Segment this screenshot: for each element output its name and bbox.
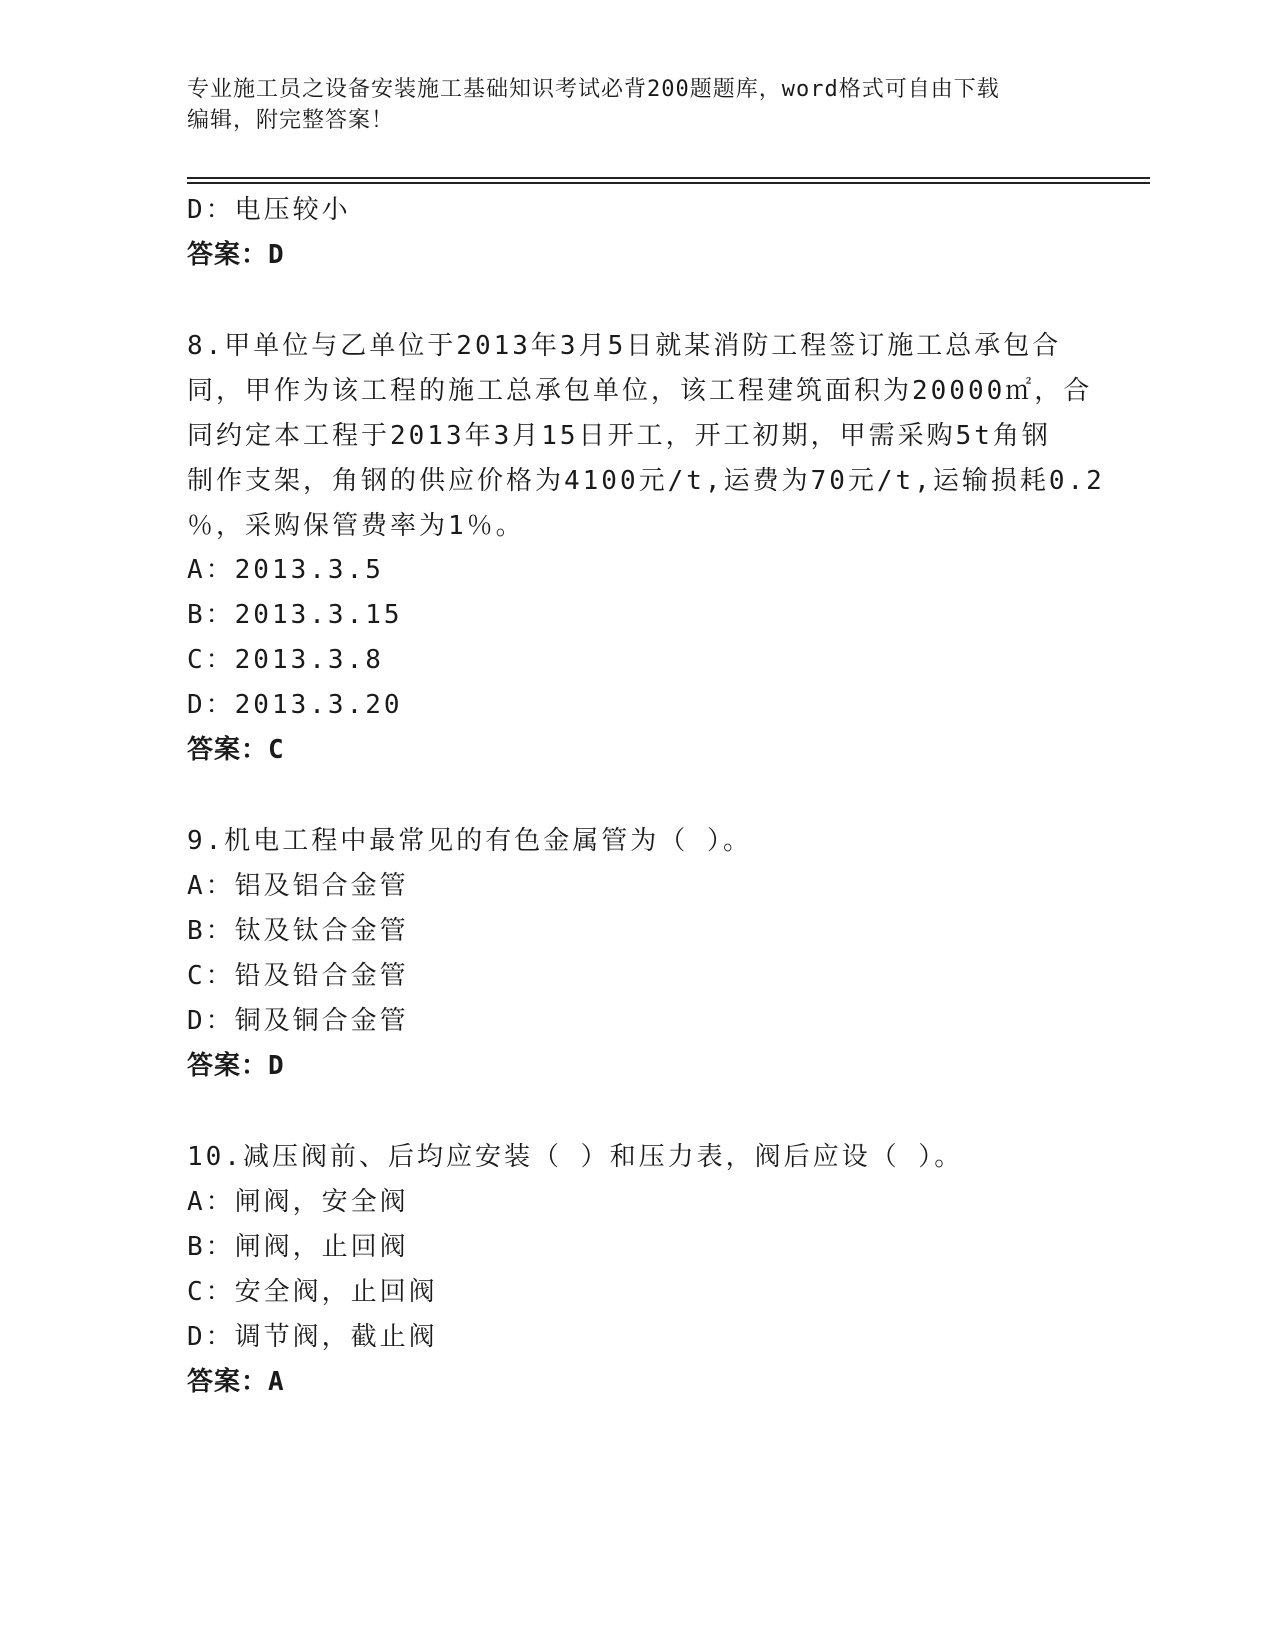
q9-option-d: D：铜及铜合金管 — [187, 1006, 409, 1036]
q8-text-line-1: 8.甲单位与乙单位于2013年3月5日就某消防工程签订施工总承包合 — [187, 331, 1062, 361]
q9-option-a: A：铝及铝合金管 — [187, 871, 409, 901]
q8-text-line-4: 制作支架，角钢的供应价格为4100元/t,运费为70元/t,运输损耗0.2 — [187, 466, 1105, 496]
header-line-1: 专业施工员之设备安装施工基础知识考试必背200题题库，word格式可自由下载 — [187, 77, 1000, 102]
q8-option-c: C：2013.3.8 — [187, 645, 384, 675]
q9-option-b: B：钛及钛合金管 — [187, 916, 409, 946]
q9-answer: 答案：D — [187, 1051, 285, 1081]
header-divider-top — [187, 177, 1150, 179]
header-line-2: 编辑，附完整答案！ — [187, 108, 395, 133]
document-header — [187, 74, 1087, 136]
q8-option-a: A：2013.3.5 — [187, 555, 384, 585]
header-divider-bottom — [187, 182, 1150, 184]
prev-option-d: D：电压较小 — [187, 195, 351, 225]
q10-option-a: A：闸阀，安全阀 — [187, 1187, 409, 1217]
q8-answer: 答案：C — [187, 735, 285, 765]
prev-answer: 答案：D — [187, 240, 285, 270]
q8-option-b: B：2013.3.15 — [187, 600, 403, 630]
q8-text-line-5: ％，采购保管费率为1％。 — [187, 511, 525, 541]
q10-option-b: B：闸阀，止回阀 — [187, 1232, 409, 1262]
q10-option-d: D：调节阀，截止阀 — [187, 1322, 438, 1352]
q10-option-c: C：安全阀，止回阀 — [187, 1277, 438, 1307]
q9-option-c: C：铅及铅合金管 — [187, 961, 409, 991]
q8-option-d: D：2013.3.20 — [187, 690, 403, 720]
q8-text-line-2: 同，甲作为该工程的施工总承包单位，该工程建筑面积为20000㎡，合 — [187, 376, 1093, 406]
q10-question: 10.减压阀前、后均应安装（ ）和压力表，阀后应设（ ）。 — [187, 1142, 964, 1172]
q8-text-line-3: 同约定本工程于2013年3月15日开工，开工初期，甲需采购5t角钢 — [187, 421, 1051, 451]
q10-answer: 答案：A — [187, 1367, 285, 1397]
q9-question: 9.机电工程中最常见的有色金属管为（ ）。 — [187, 826, 752, 856]
